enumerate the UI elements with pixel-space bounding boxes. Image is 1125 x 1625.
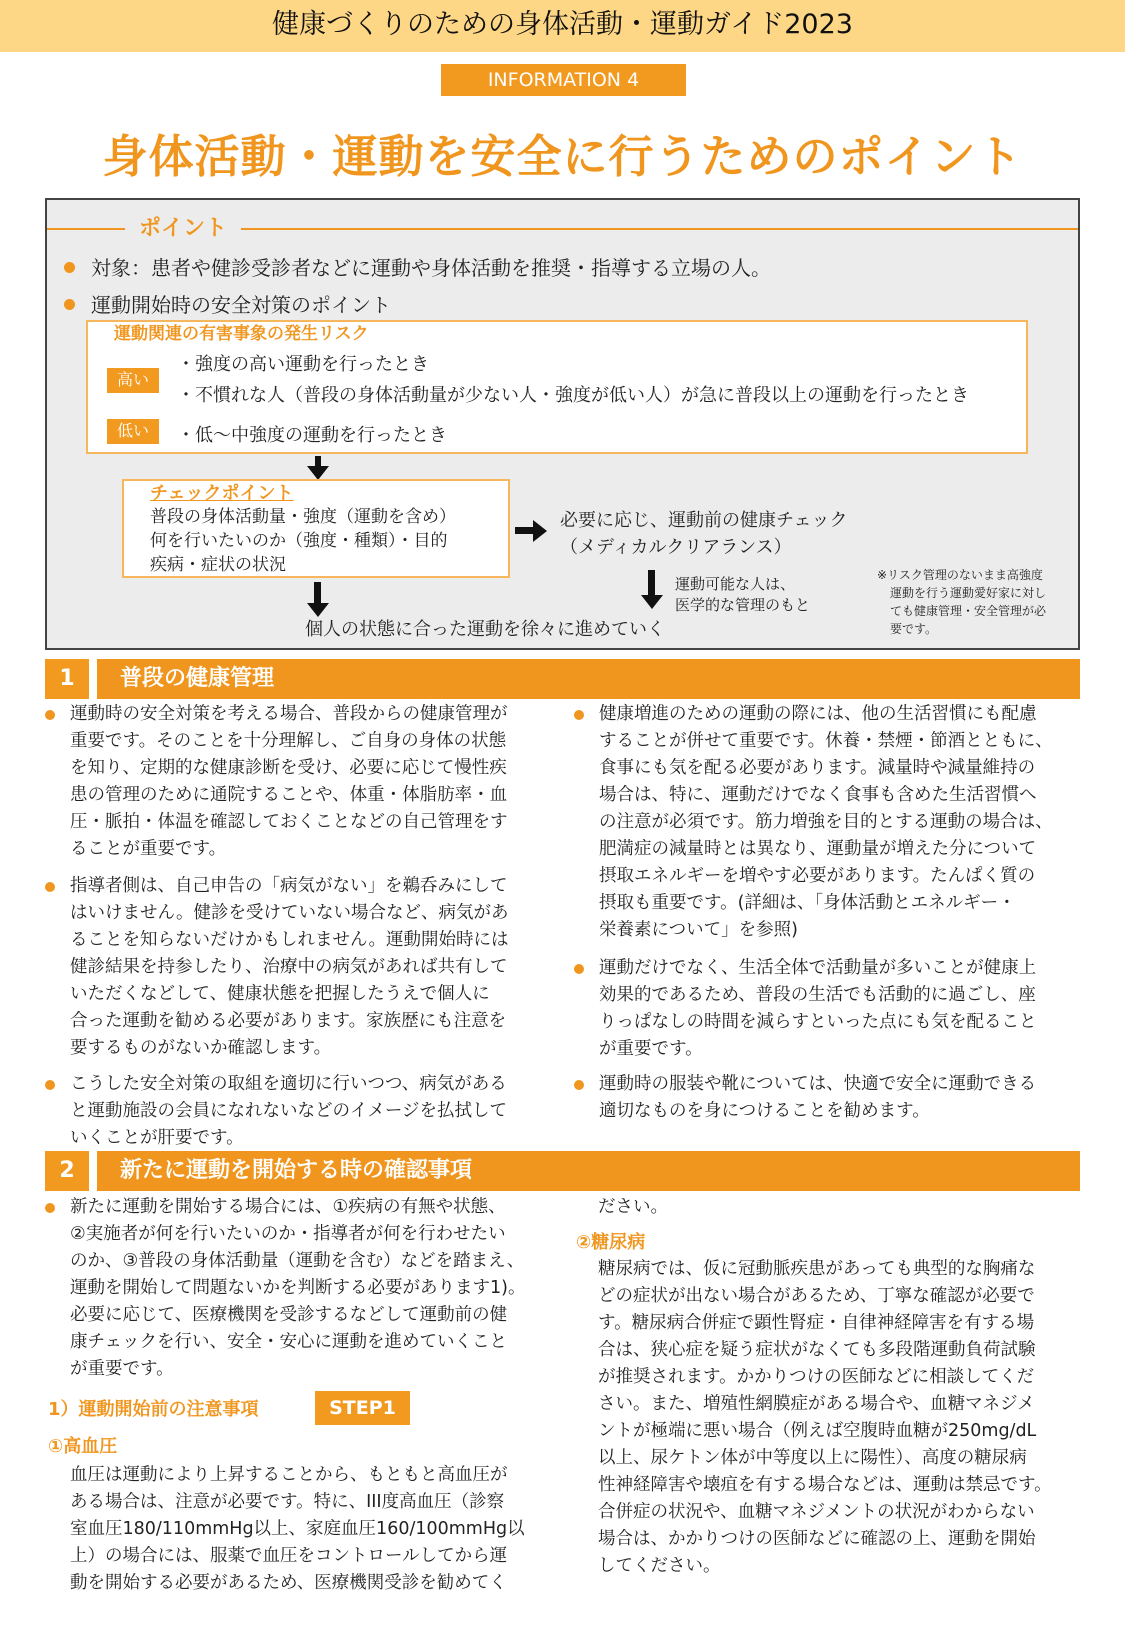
section1-paragraph [45,873,565,1062]
checkpoint-item: 何を行いたいのか（強度・種類）・目的 [150,531,448,551]
note-text: ても健康管理・安全管理が必 [890,604,1047,618]
text-line: が重要です。 [599,1039,703,1059]
text-line: 肥満症の減量時とは異なり、運動量が増えた分について [599,839,1037,859]
section2-intro [45,1194,565,1383]
risk-high-tag: 高い [107,368,159,393]
text-line: 栄養素について」を参照) [599,920,798,940]
hypertension-text [70,1462,570,1597]
risk-high-item: ・強度の高い運動を行ったとき [177,354,429,375]
section1-paragraph [574,955,1084,1063]
text-line: のか、③普段の身体活動量（運動を含む）などを踏まえ、 [70,1251,525,1271]
point-bullet-text: 対象：患者や健診受診者などに運動や身体活動を推奨・指導する立場の人。 [91,256,771,280]
section1-paragraph [45,1071,565,1152]
risk-high-item: ・不慣れな人（普段の身体活動量が少ない人・強度が低い人）が急に普段以上の運動を行ったとき [177,385,969,406]
text-line: ある場合は、注意が必要です。特に、III度高血圧（診察 [70,1492,505,1512]
bullet-dot-icon [64,262,75,273]
text-line: ることが重要です。 [70,839,227,859]
text-line: が重要です。 [70,1359,174,1379]
point-bullet-safety [64,291,391,319]
possible-text: 運動可能な人は、 [675,575,796,593]
text-line: 運動だけでなく、生活全体で活動量が多いことが健康上 [599,958,1037,978]
bullet-dot-icon [45,1203,55,1213]
text-line: どの症状が出ない場合があるため、丁寧な確認が必要で [598,1286,1035,1306]
diabetes-text [598,1256,1088,1580]
bullet-dot-icon [45,882,55,892]
text-line: 運動時の服装や靴については、快適で安全に運動できる [599,1074,1037,1094]
text-line: 摂取も重要です。(詳細は、「身体活動とエネルギー・ [599,893,1016,913]
arrow-down-icon [641,595,663,609]
checkpoint-item: 普段の身体活動量・強度（運動を含め） [150,507,456,527]
possible-text: 医学的な管理のもと [675,596,811,614]
bullet-dot-icon [574,710,584,720]
section1-title: 普段の健康管理 [120,666,275,691]
guide-header: 健康づくりのための身体活動・運動ガイド2023 [0,0,1125,52]
point-bullet-text: 運動開始時の安全対策のポイント [91,293,391,317]
text-line: さい。また、増殖性網膜症がある場合や、血糖マネジメ [598,1394,1035,1414]
section2-title: 新たに運動を開始する時の確認事項 [120,1158,473,1183]
note-text: 運動を行う運動愛好家に対し [890,586,1047,600]
text-line: を知り、定期的な健康診断を受け、必要に応じて慢性疾 [70,758,507,778]
text-line: することが併せて重要です。休養・禁煙・節酒とともに、 [599,731,1053,751]
text-line: 摂取エネルギーを増やす必要があります。たんぱく質の [599,866,1036,886]
arrow-down-icon [314,582,321,604]
text-line: す。糖尿病合併症で顕性腎症・自律神経障害を有する場 [598,1313,1035,1333]
risk-low-item: ・低～中強度の運動を行ったとき [177,425,447,446]
conclusion-text: 個人の状態に合った運動を徐々に進めていく [305,619,665,640]
section1-paragraph [574,1071,1084,1125]
risk-title: 運動関連の有害事象の発生リスク [114,324,369,344]
bullet-dot-icon [64,299,75,310]
section1-number: 1 [45,659,97,699]
step-heading: 1）運動開始前の注意事項 [48,1399,259,1420]
text-line: 圧・脈拍・体温を確認しておくことなどの自己管理をす [70,812,508,832]
text-line: ②実施者が何を行いたいのか・指導者が何を行わせたい [70,1224,506,1244]
continuation-text: ださい。 [598,1197,668,1217]
text-line: いただくなどして、健康状態を把握したうえで個人に [70,984,490,1004]
bullet-dot-icon [574,1080,584,1090]
text-line: 運動を開始して問題ないかを判断する必要があります1)。 [70,1278,526,1298]
text-line: いくことが肝要です。 [70,1128,244,1148]
section1-paragraph [45,701,565,863]
checkpoint-title: チェックポイント [150,483,294,504]
page-title: 身体活動・運動を安全に行うためのポイント [102,130,1023,183]
section1-paragraph [574,701,1084,944]
text-line: が推奨されます。かかりつけの医師などに相談してくだ [598,1367,1035,1387]
arrow-down-icon [648,570,655,596]
checkpoint-item: 疾病・症状の状況 [150,555,286,575]
section2-number: 2 [45,1151,97,1191]
text-line: ることを知らないだけかもしれません。運動開始時には [70,930,509,950]
text-line: してください。 [598,1556,721,1576]
note-text: 要です。 [890,622,938,636]
text-line: 上）の場合には、服薬で血圧をコントロールしてから運 [70,1546,508,1566]
point-label: ポイント [125,214,241,244]
text-line: 場合は、特に、運動だけでなく食事も含めた生活習慣へ [599,785,1037,805]
text-line: 適切なものを身につけることを勧めます。 [599,1101,930,1121]
text-line: 必要に応じて、医療機関を受診するなどして運動前の健 [70,1305,508,1325]
hypertension-heading: ①高血圧 [48,1436,118,1457]
text-line: 効果的であるため、普段の生活でも活動的に過ごし、座 [599,985,1036,1005]
medical-check-text: （メディカルクリアランス） [560,537,792,558]
text-line: と運動施設の会員になれないなどのイメージを払拭して [70,1101,507,1121]
text-line: 運動時の安全対策を考える場合、普段からの健康管理が [70,704,508,724]
text-line: 性神経障害や壊疽を有する場合などは、運動は禁忌です。 [598,1475,1052,1495]
text-line: 血圧は運動により上昇することから、もともと高血圧が [70,1465,508,1485]
information-label: INFORMATION 4 [441,64,686,96]
text-line: 重要です。そのことを十分理解し、ご自身の身体の状態 [70,731,507,751]
text-line: はいけません。健診を受けていない場合など、病気があ [70,903,509,923]
text-line: 健康増進のための運動の際には、他の生活習慣にも配慮 [599,704,1037,724]
text-line: 以上、尿ケトン体が中等度以上に陽性）、高度の糖尿病 [598,1448,1027,1468]
point-bullet-target [64,254,771,282]
text-line: 動を開始する必要があるため、医療機関受診を勧めてく [70,1573,507,1593]
text-line: 健診結果を持参したり、治療中の病気があれば共有して [70,957,508,977]
text-line: 康チェックを行い、安全・安心に運動を進めていくこと [70,1332,507,1352]
text-line: 食事にも気を配る必要があります。減量時や減量維持の [599,758,1036,778]
text-line: こうした安全対策の取組を適切に行いつつ、病気がある [70,1074,507,1094]
text-line: 場合は、かかりつけの医師などに確認の上、運動を開始 [598,1529,1036,1549]
text-line: 合った運動を勧める必要があります。家族歴にも注意を [70,1011,507,1031]
arrow-right-icon [533,520,547,542]
text-line: 新たに運動を開始する場合には、①疾病の有無や状態、 [70,1197,506,1217]
text-line: りっぱなしの時間を減らすといった点にも気を配ること [599,1012,1037,1032]
text-line: 患の管理のために通院することや、体重・体脂肪率・血 [70,785,508,805]
step1-tag: STEP1 [315,1391,410,1425]
arrow-down-icon [307,466,329,480]
text-line: 糖尿病では、仮に冠動脈疾患があっても典型的な胸痛な [598,1259,1036,1279]
bullet-dot-icon [45,1080,55,1090]
text-line: の注意が必須です。筋力増強を目的とする運動の場合は、 [599,812,1053,832]
text-line: 室血圧180/110mmHg以上、家庭血圧160/100mmHg以 [70,1519,525,1539]
text-line: 合併症の状況や、血糖マネジメントの状況がわからない [598,1502,1035,1522]
text-line: 合は、狭心症を疑う症状がなくても多段階運動負荷試験 [598,1340,1036,1360]
medical-check-text: 必要に応じ、運動前の健康チェック [560,510,848,531]
bullet-dot-icon [45,710,55,720]
arrow-down-icon [307,603,329,617]
text-line: 要するものがないか確認します。 [70,1038,332,1058]
text-line: ントが極端に悪い場合（例えば空腹時血糖が250mg/dL [598,1421,1037,1441]
diabetes-heading: ②糖尿病 [576,1232,646,1253]
text-line: 指導者側は、自己申告の「病気がない」を鵜呑みにして [70,876,508,896]
bullet-dot-icon [574,964,584,974]
arrow-right-icon [515,527,535,534]
note-text: ※リスク管理のないまま高強度 [877,568,1043,582]
risk-low-tag: 低い [107,419,159,444]
